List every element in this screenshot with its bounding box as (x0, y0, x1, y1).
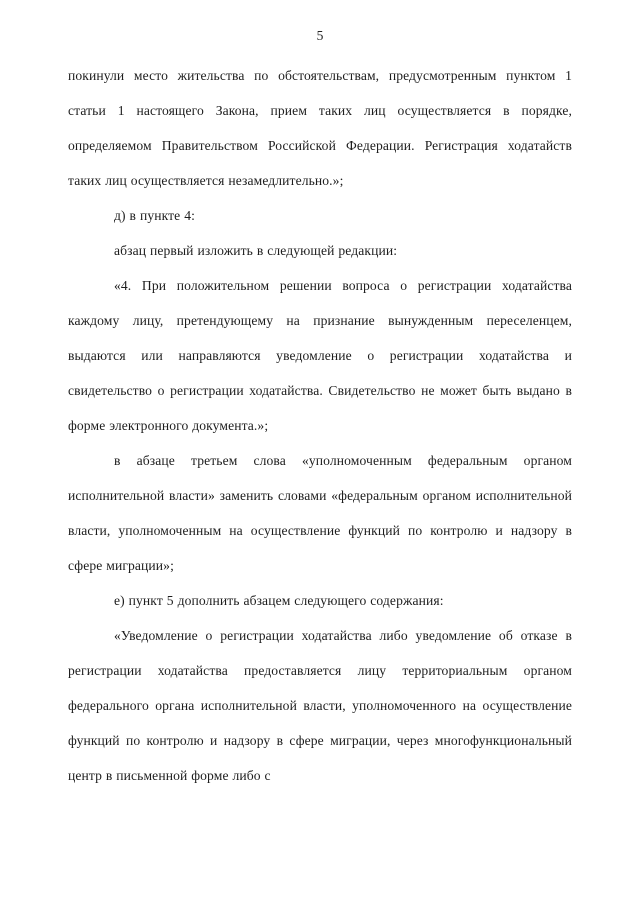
paragraph: абзац первый изложить в следующей редакции: (114, 243, 398, 258)
paragraph: д) в пункте 4: (114, 208, 195, 223)
document-body (68, 58, 572, 793)
page-number: 5 (316, 28, 324, 43)
paragraph: в абзаце третьем слова «уполномоченным федеральным органом исполнительной власти» заменить словами «федеральным органом исполнительной власти, уполномоченным на осуществление функций по контролю и надзору в сфере миграции»; (68, 453, 572, 573)
paragraph: е) пункт 5 дополнить абзацем следующего содержания: (114, 593, 444, 608)
paragraph: покинули место жительства по обстоятельствам, предусмотренным пунктом 1 статьи 1 настоящего Закона, прием таких лиц осуществляется в порядке, определяемом Правительством Российской Федерации. Регистрация ходатайств таких лиц осуществляется незамедлительно.»; (68, 68, 572, 188)
paragraph: «Уведомление о регистрации ходатайства либо уведомление об отказе в регистрации ходатайства предоставляется лицу территориальным органом федерального органа исполнительной власти, уполномоченного на осуществление функций по контролю и надзору в сфере миграции, через многофункциональный центр в письменной форме либо с (68, 628, 572, 783)
paragraph: «4. При положительном решении вопроса о регистрации ходатайства каждому лицу, претендующему на признание вынужденным переселенцем, выдаются или направляются уведомление о регистрации ходатайства и свидетельство о регистрации ходатайства. Свидетельство не может быть выдано в форме электронного документа.»; (68, 278, 572, 433)
